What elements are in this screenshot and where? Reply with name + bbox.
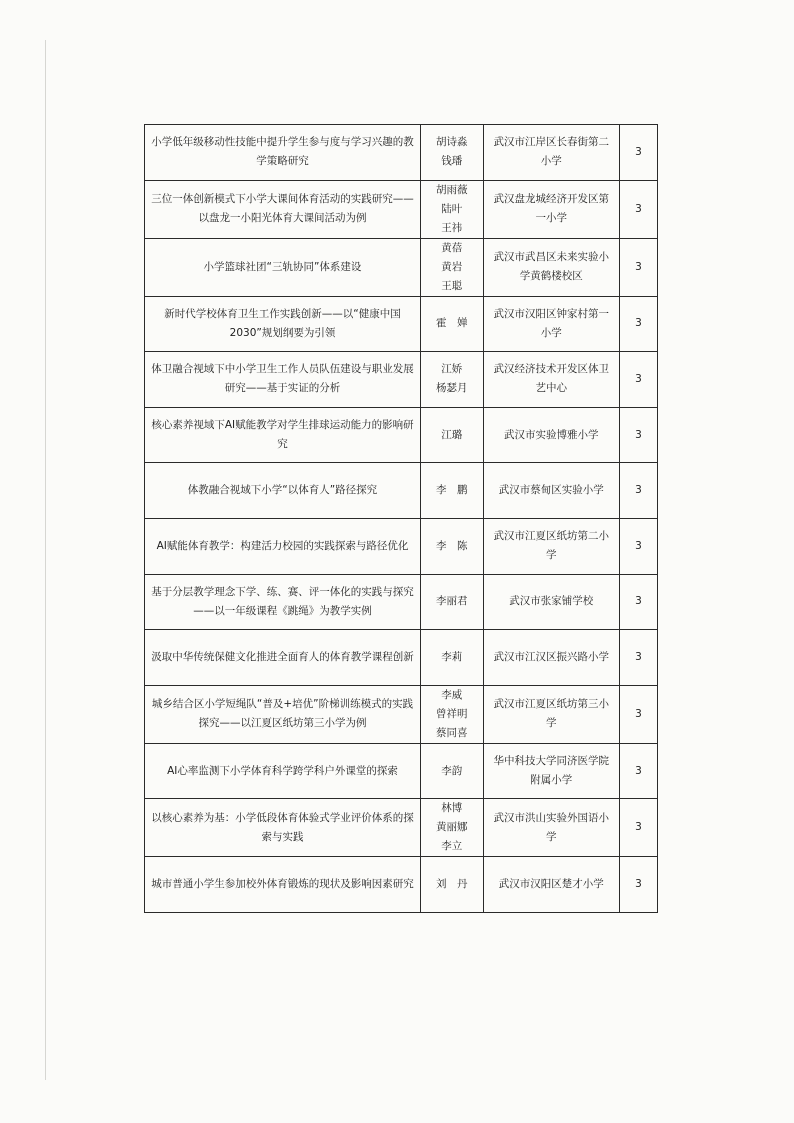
project-title: 基于分层教学理念下学、练、赛、评一体化的实践与探究——以一年级课程《跳绳》为教学实例 <box>145 574 421 630</box>
table-row <box>145 574 658 630</box>
project-unit: 武汉市江夏区纸坊第三小学 <box>483 685 619 743</box>
project-title: AI心率监测下小学体育科学跨学科户外课堂的探索 <box>145 743 421 799</box>
table-row <box>145 352 658 408</box>
table-row <box>145 296 658 352</box>
table-row <box>145 630 658 686</box>
project-title: 汲取中华传统保健文化推进全面育人的体育教学课程创新 <box>145 630 421 686</box>
project-title: 核心素养视域下AI赋能教学对学生排球运动能力的影响研究 <box>145 407 421 463</box>
project-title: 城市普通小学生参加校外体育锻炼的现状及影响因素研究 <box>145 857 421 913</box>
project-count: 3 <box>620 352 658 408</box>
project-authors: 江璐 <box>420 407 483 463</box>
project-authors: 胡雨薇 陆叶 王祎 <box>420 180 483 238</box>
table-row <box>145 180 658 238</box>
project-count: 3 <box>620 574 658 630</box>
project-unit: 武汉市江汉区振兴路小学 <box>483 630 619 686</box>
table-row <box>145 238 658 296</box>
project-title: 三位一体创新模式下小学大课间体育活动的实践研究——以盘龙一小阳光体育大课间活动为例 <box>145 180 421 238</box>
project-unit: 武汉经济技术开发区体卫艺中心 <box>483 352 619 408</box>
project-count: 3 <box>620 463 658 519</box>
project-title: 新时代学校体育卫生工作实践创新——以“健康中国2030”规划纲要为引领 <box>145 296 421 352</box>
project-unit: 武汉市江岸区长春街第二小学 <box>483 125 619 181</box>
project-authors: 李韵 <box>420 743 483 799</box>
project-count: 3 <box>620 743 658 799</box>
table-row <box>145 799 658 857</box>
table-row <box>145 463 658 519</box>
project-unit: 武汉市汉阳区钟家村第一小学 <box>483 296 619 352</box>
project-unit: 武汉市武昌区未来实验小学黄鹤楼校区 <box>483 238 619 296</box>
project-authors: 李丽君 <box>420 574 483 630</box>
project-unit: 武汉市汉阳区楚才小学 <box>483 857 619 913</box>
table-row <box>145 407 658 463</box>
project-unit: 武汉盘龙城经济开发区第一小学 <box>483 180 619 238</box>
project-authors: 江娇 杨瑟月 <box>420 352 483 408</box>
project-title: 以核心素养为基：小学低段体育体验式学业评价体系的探索与实践 <box>145 799 421 857</box>
project-unit: 武汉市蔡甸区实验小学 <box>483 463 619 519</box>
project-authors: 霍 婵 <box>420 296 483 352</box>
project-title: 体卫融合视域下中小学卫生工作人员队伍建设与职业发展研究——基于实证的分析 <box>145 352 421 408</box>
project-title: 城乡结合区小学短绳队“普及+培优”阶梯训练模式的实践探究——以江夏区纸坊第三小学为例 <box>145 685 421 743</box>
table-row <box>145 125 658 181</box>
project-count: 3 <box>620 407 658 463</box>
project-count: 3 <box>620 180 658 238</box>
project-authors: 李威 曾祥明 蔡同喜 <box>420 685 483 743</box>
project-unit: 华中科技大学同济医学院附属小学 <box>483 743 619 799</box>
project-title: 小学低年级移动性技能中提升学生参与度与学习兴趣的教学策略研究 <box>145 125 421 181</box>
project-unit: 武汉市洪山实验外国语小学 <box>483 799 619 857</box>
project-authors: 林博 黄丽娜 李立 <box>420 799 483 857</box>
project-authors: 胡诗淼 钱璠 <box>420 125 483 181</box>
projects-table <box>144 124 658 913</box>
project-authors: 李 鹏 <box>420 463 483 519</box>
project-unit: 武汉市实验博雅小学 <box>483 407 619 463</box>
project-unit: 武汉市张家铺学校 <box>483 574 619 630</box>
project-count: 3 <box>620 685 658 743</box>
project-count: 3 <box>620 857 658 913</box>
project-title: 小学篮球社团“三轨协同”体系建设 <box>145 238 421 296</box>
project-count: 3 <box>620 518 658 574</box>
scan-edge-line <box>45 40 46 1080</box>
project-count: 3 <box>620 125 658 181</box>
table-row <box>145 857 658 913</box>
table-row <box>145 518 658 574</box>
project-authors: 黄蓓 黄岩 王聪 <box>420 238 483 296</box>
table-row <box>145 743 658 799</box>
project-count: 3 <box>620 799 658 857</box>
project-count: 3 <box>620 238 658 296</box>
project-title: AI赋能体育教学：构建活力校园的实践探索与路径优化 <box>145 518 421 574</box>
project-title: 体教融合视域下小学“以体育人”路径探究 <box>145 463 421 519</box>
project-unit: 武汉市江夏区纸坊第二小学 <box>483 518 619 574</box>
project-authors: 李莉 <box>420 630 483 686</box>
project-authors: 李 陈 <box>420 518 483 574</box>
project-count: 3 <box>620 296 658 352</box>
project-count: 3 <box>620 630 658 686</box>
project-authors: 刘 丹 <box>420 857 483 913</box>
table-row <box>145 685 658 743</box>
